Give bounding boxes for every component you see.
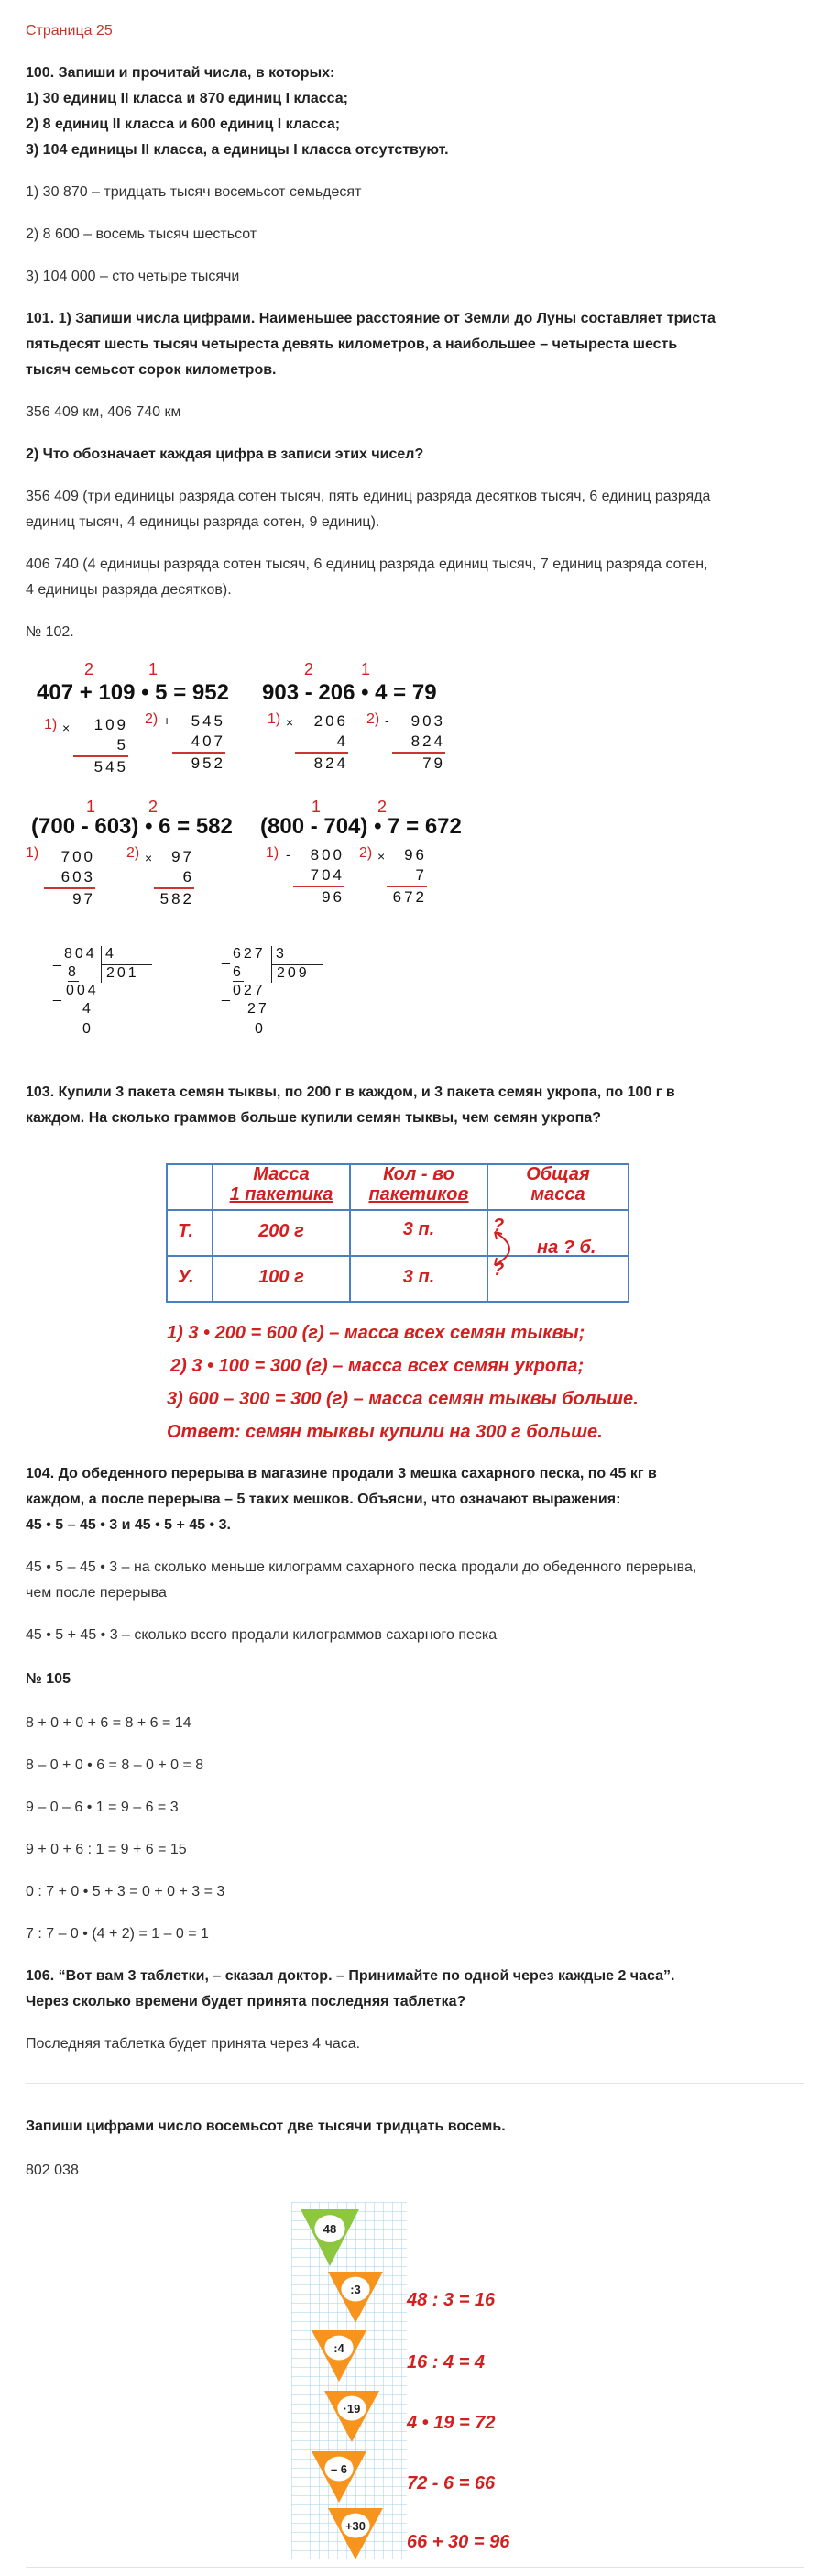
svg-text::3: :3	[350, 2283, 361, 2297]
divisor: 4	[101, 946, 116, 983]
result: 582	[154, 887, 194, 909]
task-105-line: 9 – 0 – 6 • 1 = 9 – 6 = 3	[26, 1800, 179, 1815]
difference-label: на ? б.	[537, 1238, 596, 1258]
task-101-answer-2	[26, 484, 710, 535]
operand: 545	[191, 712, 225, 730]
text-line: 104. До обеденного перерыва в магазине продали 3 мешка сахарного песка, по 45 кг в	[26, 1466, 657, 1481]
order-mark: 1	[312, 798, 322, 816]
column-calc	[73, 715, 128, 777]
task-103-solution	[167, 1316, 639, 1448]
operand: 206	[313, 712, 348, 730]
text-line: Через сколько времени будет принята последняя таблетка?	[26, 1994, 466, 2009]
column-calc	[293, 845, 344, 908]
order-mark: 2	[84, 660, 94, 678]
multiply-sign: ×	[145, 851, 153, 865]
column-calc	[295, 711, 348, 774]
row-label: Т.	[178, 1221, 194, 1241]
operand: 4	[336, 732, 348, 750]
column-calc	[172, 711, 225, 774]
svg-text:48: 48	[323, 2222, 337, 2237]
task-105-line: 8 + 0 + 0 + 6 = 8 + 6 = 14	[26, 1715, 191, 1731]
expression-3: (700 - 603) • 6 = 582	[31, 814, 233, 839]
result: 96	[293, 886, 344, 908]
long-division-1	[53, 946, 191, 1056]
text-line: 1) 30 единиц II класса и 870 единиц I класса;	[26, 91, 348, 106]
task-105-line: 7 : 7 – 0 • (4 + 2) = 1 – 0 = 1	[26, 1926, 209, 1942]
operation-triangle	[312, 2330, 366, 2382]
column-calc	[44, 847, 95, 909]
minus-sign: -	[286, 847, 290, 862]
partial: 4	[82, 1001, 93, 1017]
text-line: 101. 1) Запиши числа цифрами. Наименьшее расстояние от Земли до Луны составляет триста	[26, 311, 716, 326]
long-division-2	[222, 946, 359, 1056]
operand: 800	[310, 846, 344, 864]
multiply-sign: ×	[62, 721, 71, 735]
header-line: масса	[530, 1184, 585, 1205]
solution-line: 2) 3 • 100 = 300 (г) – масса всех семян укропа;	[170, 1356, 585, 1376]
operation-triangle	[324, 2391, 379, 2442]
minus-sign: _	[222, 986, 233, 1002]
text-line: 100. Запиши и прочитай числа, в которых:	[26, 65, 335, 81]
header-line: 1 пакетика	[229, 1184, 333, 1205]
task-102-title: № 102.	[26, 624, 74, 640]
step-label: 2)	[126, 845, 140, 861]
header-mass	[213, 1164, 350, 1205]
remainder: 0	[82, 1021, 93, 1037]
remainder: 027	[233, 983, 266, 998]
operand: 603	[60, 868, 95, 886]
operand: 700	[60, 848, 95, 865]
step-label: 1)	[44, 717, 58, 732]
extra-answer: 802 038	[26, 2163, 79, 2178]
remainder: 004	[66, 983, 99, 998]
cell: 100 г	[258, 1267, 304, 1287]
task-102-work	[26, 660, 502, 1063]
task-101-answer-3	[26, 552, 708, 603]
text-line: 406 740 (4 единицы разряда сотен тысяч, 6 единиц разряда единиц тысяч, 7 единиц разряда сотен,	[26, 556, 708, 572]
task-100-answer-3: 3) 104 000 – сто четыре тысячи	[26, 269, 240, 284]
remainder: 0	[255, 1021, 266, 1037]
task-105-line: 9 + 0 + 6 : 1 = 9 + 6 = 15	[26, 1842, 187, 1857]
task-101-question-2: 2) Что обозначает каждая цифра в записи этих чисел?	[26, 446, 424, 462]
cell: ?	[493, 1216, 505, 1236]
task-104-question	[26, 1461, 657, 1538]
order-mark: 2	[377, 798, 388, 816]
header-line: Кол - во	[383, 1164, 454, 1184]
step-label: 2)	[359, 845, 373, 861]
column-calc	[387, 845, 427, 908]
order-mark: 2	[304, 660, 314, 678]
result: 545	[73, 755, 128, 777]
dividend: 627	[233, 946, 266, 962]
chain-equation: 48 : 3 = 16	[407, 2290, 496, 2310]
solution-line: Ответ: семян тыквы купили на 300 г больше.	[167, 1422, 603, 1442]
dividend: 804	[64, 946, 97, 962]
operation-triangle	[328, 2272, 383, 2323]
operand: 903	[410, 712, 445, 730]
divisor: 3	[271, 946, 287, 983]
row-label: У.	[178, 1267, 194, 1287]
divider	[26, 2083, 804, 2084]
task-105-line: 8 – 0 + 0 • 6 = 8 – 0 + 0 = 8	[26, 1757, 204, 1773]
text-line: 45 • 5 – 45 • 3 и 45 • 5 + 45 • 3.	[26, 1517, 231, 1533]
chain-triangles	[291, 2202, 410, 2559]
operand: 96	[404, 846, 427, 864]
solution-line: 3) 600 – 300 = 300 (г) – масса семян тыквы больше.	[167, 1389, 639, 1409]
step-label: 1)	[26, 845, 39, 861]
result: 824	[295, 752, 348, 774]
solution-line: 1) 3 • 200 = 600 (г) – масса всех семян тыквы;	[167, 1323, 585, 1343]
partial: 27	[247, 1001, 269, 1017]
chain-equation: 4 • 19 = 72	[407, 2413, 496, 2433]
task-104-answer-2: 45 • 5 + 45 • 3 – сколько всего продали килограммов сахарного песка	[26, 1627, 498, 1643]
text-line: чем после перерыва	[26, 1585, 167, 1601]
step-label: 1)	[266, 845, 279, 861]
header-total	[487, 1164, 629, 1205]
column-calc	[154, 847, 194, 909]
order-mark: 1	[86, 798, 96, 816]
result: 672	[387, 886, 427, 908]
result: 97	[44, 887, 95, 909]
divider	[26, 2567, 804, 2568]
text-line: 45 • 5 – 45 • 3 – на сколько меньше килограмм сахарного песка продали до обеденного перерыва,	[26, 1559, 697, 1575]
multiply-sign: ×	[377, 849, 386, 864]
header-line: Общая	[526, 1164, 590, 1184]
text-line: 106. “Вот вам 3 таблетки, – сказал доктор. – Принимайте по одной через каждые 2 часа”.	[26, 1968, 675, 1984]
result: 79	[392, 752, 445, 774]
partial: 6	[233, 964, 244, 980]
step-label: 1)	[268, 711, 281, 727]
operand: 109	[93, 716, 128, 733]
task-106-question	[26, 1964, 674, 2015]
quotient: 209	[271, 964, 323, 982]
expression-1: 407 + 109 • 5 = 952	[37, 680, 229, 705]
text-line: пятьдесят шесть тысяч четыреста девять километров, а наибольшее – четыреста шесть	[26, 336, 678, 352]
task-103-table	[165, 1162, 630, 1304]
expression-2: 903 - 206 • 4 = 79	[262, 680, 437, 705]
calculation-chain	[291, 2202, 566, 2559]
step-label: 2)	[145, 711, 159, 727]
cell: 200 г	[258, 1221, 304, 1241]
page-title: Страница 25	[26, 23, 113, 39]
multiply-sign: ×	[286, 715, 294, 730]
text-line: единиц тысяч, 4 единицы разряда сотен, 9 единиц).	[26, 514, 380, 530]
task-105-line: 0 : 7 + 0 • 5 + 3 = 0 + 0 + 3 = 3	[26, 1884, 225, 1899]
order-mark: 2	[148, 798, 159, 816]
header-count	[350, 1164, 487, 1205]
chain-equation: 72 - 6 = 66	[407, 2473, 496, 2493]
header-line: пакетиков	[368, 1184, 469, 1205]
result: 952	[172, 752, 225, 774]
order-mark: 1	[148, 660, 159, 678]
task-100-answer-1: 1) 30 870 – тридцать тысяч восемьсот семьдесят	[26, 184, 362, 200]
operation-triangle	[328, 2508, 383, 2559]
cell: ?	[493, 1260, 505, 1280]
text-line: 4 единицы разряда десятков).	[26, 582, 232, 598]
header-line: Масса	[253, 1164, 310, 1184]
operation-triangle	[312, 2451, 366, 2503]
step-label: 2)	[366, 711, 380, 727]
operand: 6	[182, 868, 194, 886]
minus-sign: -	[385, 713, 389, 728]
chain-equation: 66 + 30 = 96	[407, 2532, 510, 2552]
task-103-question	[26, 1080, 675, 1131]
text-line: 103. Купили 3 пакета семян тыквы, по 200 г в каждом, и 3 пакета семян укропа, по 100 г в	[26, 1084, 675, 1100]
text-line: каждом, а после перерыва – 5 таких мешков. Объясни, что означают выражения:	[26, 1492, 621, 1507]
minus-sign: _	[53, 952, 64, 967]
chain-equation: 16 : 4 = 4	[407, 2352, 486, 2372]
task-105-title: № 105	[26, 1671, 71, 1687]
task-106-answer: Последняя таблетка будет принята через 4 часа.	[26, 2036, 361, 2052]
operand: 407	[191, 732, 225, 750]
column-calc	[392, 711, 445, 774]
operand: 704	[310, 866, 344, 884]
svg-text:·19: ·19	[343, 2402, 361, 2416]
text-line: 2) 8 единиц II класса и 600 единиц I класса;	[26, 116, 341, 132]
svg-text::4: :4	[333, 2341, 344, 2356]
task-100-question	[26, 61, 449, 163]
text-line: тысяч семьсот сорок километров.	[26, 362, 277, 378]
operand: 5	[116, 736, 128, 754]
task-101-question	[26, 306, 716, 383]
operand: 97	[171, 848, 194, 865]
operand: 824	[410, 732, 445, 750]
text-line: 3) 104 единицы II класса, а единицы I класса отсутствуют.	[26, 142, 449, 158]
start-triangle	[301, 2209, 359, 2266]
svg-text:+30: +30	[344, 2519, 366, 2534]
quotient: 201	[101, 964, 152, 982]
expression-4: (800 - 704) • 7 = 672	[260, 814, 462, 839]
svg-text:– 6: – 6	[330, 2462, 348, 2477]
task-101-answer-1: 356 409 км, 406 740 км	[26, 404, 181, 420]
extra-question: Запиши цифрами число восемьсот две тысячи тридцать восемь.	[26, 2119, 506, 2134]
task-100-answer-2: 2) 8 600 – восемь тысяч шестьсот	[26, 226, 257, 242]
text-line: 356 409 (три единицы разряда сотен тысяч, пять единиц разряда десятков тысяч, 6 единиц разряда	[26, 489, 711, 504]
text-line: каждом. На сколько граммов больше купили семян тыквы, чем семян укропа?	[26, 1110, 601, 1126]
minus-sign: _	[53, 986, 64, 1002]
cell: 3 п.	[402, 1267, 435, 1287]
order-mark: 1	[361, 660, 371, 678]
task-104-answer-1	[26, 1555, 696, 1606]
partial: 8	[68, 964, 79, 980]
operand: 7	[415, 866, 427, 884]
minus-sign: _	[222, 950, 233, 965]
cell: 3 п.	[402, 1219, 435, 1239]
plus-sign: +	[163, 713, 171, 728]
